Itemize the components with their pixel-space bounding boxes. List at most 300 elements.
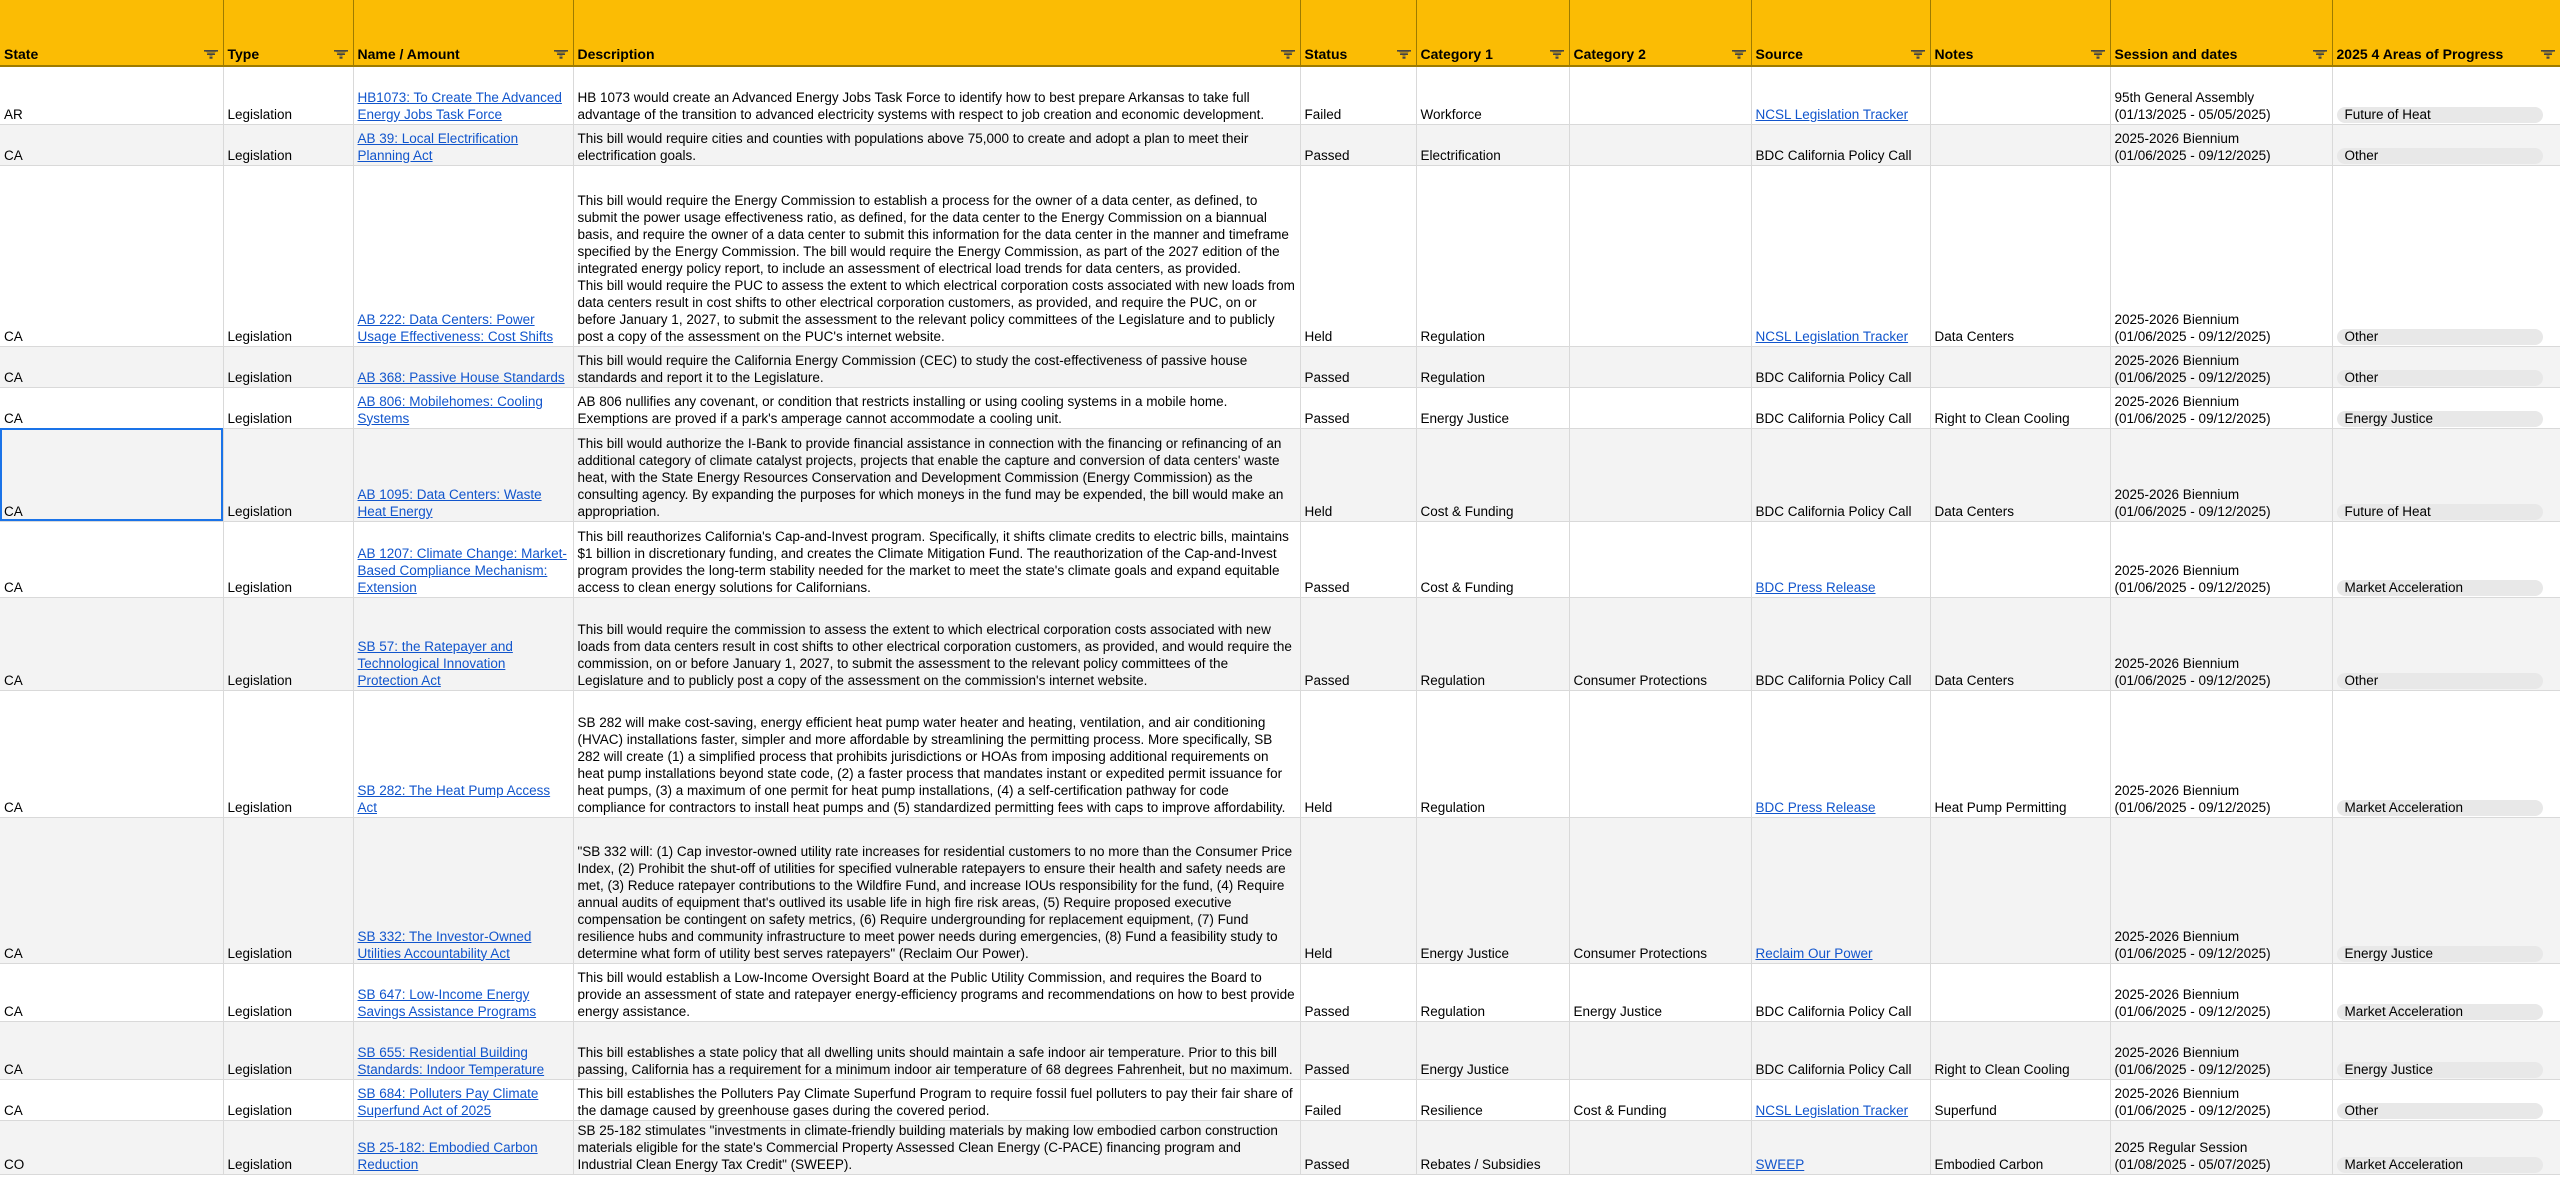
filter-icon[interactable] [1397,50,1411,59]
cell-status[interactable] [1300,963,1416,1021]
column-header-description[interactable] [573,0,1300,66]
cell-session[interactable] [2110,690,2332,817]
cell-name[interactable] [353,346,573,387]
cell-state[interactable] [0,521,223,597]
cell-session[interactable] [2110,387,2332,428]
status-text: Passed [1304,579,1350,595]
cell-cat2[interactable] [1569,346,1751,387]
cell-notes[interactable] [1930,346,2110,387]
cell-type[interactable] [223,387,353,428]
cell-description[interactable] [573,428,1300,521]
cell-status[interactable] [1300,66,1416,124]
cell-cat2[interactable] [1569,124,1751,165]
cell-session[interactable] [2110,597,2332,690]
source-text: BDC California Policy Call [1755,1061,1912,1077]
cell-notes[interactable] [1930,1079,2110,1120]
area-chip[interactable]: Other [2337,329,2543,345]
column-header-status[interactable] [1300,0,1416,66]
bill-link[interactable]: AB 39: Local Electrification Planning Act [357,130,519,163]
description-text: This bill would establish a Low-Income Oversight Board at the Public Utility Commission, and requires the Board to provide an assessment of state and ratepayer energy-efficiency programs and recommendations on how to best provide energy assistance. [577,969,1295,1019]
area-chip[interactable]: Other [2337,1103,2543,1119]
cell-area[interactable] [2332,1021,2560,1079]
area-chip[interactable]: Other [2337,148,2543,164]
cell-cat2[interactable] [1569,66,1751,124]
cell-source[interactable] [1751,963,1930,1021]
area-chip[interactable]: Energy Justice [2337,411,2543,427]
cell-type[interactable] [223,963,353,1021]
cat1-text: Resilience [1420,1102,1483,1118]
table-row [0,428,2560,521]
source-text: BDC California Policy Call [1755,503,1912,519]
cell-session[interactable] [2110,1021,2332,1079]
cell-cat1[interactable] [1416,387,1569,428]
type-text: Legislation [227,369,293,385]
cell-state[interactable] [0,66,223,124]
cell-area[interactable] [2332,817,2560,963]
column-header-state[interactable] [0,0,223,66]
cell-state[interactable] [0,346,223,387]
filter-icon[interactable] [204,50,218,59]
cell-session[interactable] [2110,346,2332,387]
cell-description[interactable] [573,346,1300,387]
cell-area[interactable] [2332,387,2560,428]
cell-cat2[interactable] [1569,963,1751,1021]
bill-link[interactable]: AB 222: Data Centers: Power Usage Effectiveness: Cost Shifts [357,311,554,344]
description-text: This bill would require the Energy Commission to establish a process for the owner of a data center, as defined, to submit the power usage effectiveness ratio, as defined, for the data center to the Energy Commission on a biannual basis, and require the owner of a data center to submit this information for the data center in the manner and timeframe specified by the Energy Commission. The bill would require the Energy Commission, as part of the 2027 edition of the integrated energy policy report, to include an assessment of electrical load trends for data centers, as provided. This bill would require the PUC to assess the extent to which electrical corporation costs associated with new loads from data centers result in cost shifts to other electrical corporation customers, as provided, and require the PUC, on or before January 1, 2027, to submit the assessment to the relevant policy committees of the Legislature and to publicly post a copy of the assessment on the PUC's internet website. [577,192,1295,344]
filter-icon[interactable] [1911,50,1925,59]
cell-cat2[interactable] [1569,597,1751,690]
cell-type[interactable] [223,124,353,165]
cat1-text: Energy Justice [1420,410,1510,426]
cell-cat1[interactable] [1416,521,1569,597]
cell-description[interactable] [573,1079,1300,1120]
filter-icon[interactable] [2091,50,2105,59]
table-row [0,66,2560,124]
bill-link[interactable]: SB 684: Polluters Pay Climate Superfund Act of 2025 [357,1085,539,1118]
cell-notes[interactable] [1930,521,2110,597]
cell-description[interactable] [573,165,1300,346]
cell-description[interactable] [573,1120,1300,1174]
type-text: Legislation [227,106,293,122]
column-header-label: 2025 4 Areas of Progress [2336,46,2504,62]
bill-link[interactable]: AB 1095: Data Centers: Waste Heat Energy [357,486,542,519]
bill-link[interactable]: SB 282: The Heat Pump Access Act [357,782,551,815]
source-link[interactable]: SWEEP [1755,1156,1805,1172]
cell-session[interactable] [2110,817,2332,963]
column-header-label: Notes [1934,46,1974,62]
cell-state[interactable] [0,597,223,690]
cell-source[interactable] [1751,66,1930,124]
cell-name[interactable] [353,817,573,963]
table-row [0,124,2560,165]
cat1-text: Energy Justice [1420,1061,1510,1077]
cell-type[interactable] [223,690,353,817]
cell-status[interactable] [1300,597,1416,690]
header-row [0,0,2560,66]
cell-source[interactable] [1751,1021,1930,1079]
status-text: Held [1304,328,1333,344]
cell-name[interactable] [353,690,573,817]
cell-name[interactable] [353,1120,573,1174]
description-text: SB 25-182 stimulates "investments in climate-friendly building materials by making low embodied carbon construction materials eligible for the state's Commercial Property Assessed Clean Energy (C-PACE) financing program and Industrial Clean Energy Tax Credit" (SWEEP). [577,1122,1278,1172]
session-text: 2025-2026 Biennium (01/06/2025 - 09/12/2025) [2114,562,2271,595]
state-text: AR [4,106,23,122]
type-text: Legislation [227,1061,293,1077]
cell-name[interactable] [353,1079,573,1120]
table-row [0,963,2560,1021]
cell-source[interactable] [1751,817,1930,963]
column-header-label: Description [577,46,655,62]
cat2-text: Consumer Protections [1573,672,1708,688]
area-chip[interactable]: Future of Heat [2337,504,2543,520]
cell-notes[interactable] [1930,597,2110,690]
cell-status[interactable] [1300,1120,1416,1174]
session-text: 2025-2026 Biennium (01/06/2025 - 09/12/2025) [2114,393,2271,426]
cell-area[interactable] [2332,963,2560,1021]
session-text: 2025-2026 Biennium (01/06/2025 - 09/12/2025) [2114,1085,2271,1118]
cell-cat2[interactable] [1569,521,1751,597]
cell-type[interactable] [223,1120,353,1174]
table-row [0,387,2560,428]
column-header-label: Source [1755,46,1803,62]
state-text: CA [4,503,23,519]
cell-cat1[interactable] [1416,346,1569,387]
cell-area[interactable] [2332,428,2560,521]
cell-source[interactable] [1751,428,1930,521]
source-link[interactable]: BDC Press Release [1755,579,1876,595]
session-text: 2025-2026 Biennium (01/06/2025 - 09/12/2025) [2114,311,2271,344]
cell-type[interactable] [223,817,353,963]
cell-cat2[interactable] [1569,428,1751,521]
source-link[interactable]: NCSL Legislation Tracker [1755,1102,1909,1118]
filter-icon[interactable] [1550,50,1564,59]
area-chip[interactable]: Market Acceleration [2337,580,2543,596]
source-text: BDC California Policy Call [1755,410,1912,426]
cell-name[interactable] [353,387,573,428]
column-header-label: Session and dates [2114,46,2238,62]
filter-icon[interactable] [2541,50,2555,59]
column-header-source[interactable] [1751,0,1930,66]
cell-cat1[interactable] [1416,124,1569,165]
notes-text: Embodied Carbon [1934,1156,2044,1172]
cell-source[interactable] [1751,690,1930,817]
cell-type[interactable] [223,165,353,346]
cell-name[interactable] [353,165,573,346]
bill-link[interactable]: HB1073: To Create The Advanced Energy Jobs Task Force [357,89,562,122]
cell-session[interactable] [2110,963,2332,1021]
cell-name[interactable] [353,66,573,124]
cell-name[interactable] [353,963,573,1021]
cell-status[interactable] [1300,690,1416,817]
cell-cat1[interactable] [1416,817,1569,963]
status-text: Held [1304,945,1333,961]
cell-status[interactable] [1300,1079,1416,1120]
cell-source[interactable] [1751,124,1930,165]
description-text: This bill would require the California Energy Commission (CEC) to study the cost-effectiveness of passive house standards and report it to the Legislature. [577,352,1248,385]
cell-notes[interactable] [1930,428,2110,521]
column-header-notes[interactable] [1930,0,2110,66]
type-text: Legislation [227,945,293,961]
bill-link[interactable]: SB 25-182: Embodied Carbon Reduction [357,1139,538,1172]
cell-session[interactable] [2110,66,2332,124]
cell-cat2[interactable] [1569,817,1751,963]
cell-description[interactable] [573,1021,1300,1079]
source-text: BDC California Policy Call [1755,147,1912,163]
cell-notes[interactable] [1930,690,2110,817]
cell-description[interactable] [573,66,1300,124]
cell-status[interactable] [1300,428,1416,521]
area-chip[interactable]: Energy Justice [2337,946,2543,962]
cell-area[interactable] [2332,1120,2560,1174]
cell-cat1[interactable] [1416,963,1569,1021]
cell-area[interactable] [2332,66,2560,124]
bill-link[interactable]: SB 647: Low-Income Energy Savings Assistance Programs [357,986,537,1019]
cat1-text: Regulation [1420,799,1486,815]
cell-notes[interactable] [1930,66,2110,124]
column-header-type[interactable] [223,0,353,66]
cell-source[interactable] [1751,1079,1930,1120]
bill-link[interactable]: AB 806: Mobilehomes: Cooling Systems [357,393,543,426]
filter-icon[interactable] [554,50,568,59]
cell-area[interactable] [2332,690,2560,817]
cat1-text: Cost & Funding [1420,579,1514,595]
source-text: BDC California Policy Call [1755,1003,1912,1019]
session-text: 2025-2026 Biennium (01/06/2025 - 09/12/2025) [2114,782,2271,815]
cat2-text: Cost & Funding [1573,1102,1667,1118]
source-link[interactable]: Reclaim Our Power [1755,945,1873,961]
column-header-session[interactable] [2110,0,2332,66]
description-text: AB 806 nullifies any covenant, or condition that restricts installing or using cooling systems in a mobile home. Exemptions are proved if a park's amperage cannot accommodate a cooling unit. [577,393,1228,426]
status-text: Passed [1304,410,1350,426]
session-text: 95th General Assembly (01/13/2025 - 05/05/2025) [2114,89,2271,122]
filter-icon[interactable] [1732,50,1746,59]
cell-name[interactable] [353,521,573,597]
cell-session[interactable] [2110,165,2332,346]
cell-source[interactable] [1751,521,1930,597]
cell-type[interactable] [223,428,353,521]
session-text: 2025-2026 Biennium (01/06/2025 - 09/12/2025) [2114,655,2271,688]
description-text: SB 282 will make cost-saving, energy efficient heat pump water heater and heating, ventilation, and air conditioning (HVAC) installations faster, simpler and more affordable by streamlining the permitting process. More specifically, SB 282 will create (1) a simplified process that prohibits jurisdictions or HOAs from imposing additional requirements on heat pump installations beyond state code, (2) a faster process that mandates instant or expedited permit issuance for heat pumps, (3) a maximum of one permit for heat pump installations, (4) a self-certification pathway for code compliance for contractors to install heat pumps and (5) standardized permitting fees with caps to improve affordability. [577,714,1286,815]
cell-type[interactable] [223,66,353,124]
area-chip[interactable]: Other [2337,370,2543,386]
cell-cat1[interactable] [1416,165,1569,346]
cell-status[interactable] [1300,387,1416,428]
cell-session[interactable] [2110,1120,2332,1174]
type-text: Legislation [227,147,293,163]
state-text: CA [4,799,23,815]
column-header-label: Name / Amount [357,46,460,62]
bill-link[interactable]: SB 332: The Investor-Owned Utilities Accountability Act [357,928,532,961]
cell-notes[interactable] [1930,165,2110,346]
cell-status[interactable] [1300,165,1416,346]
cell-session[interactable] [2110,124,2332,165]
cell-area[interactable] [2332,165,2560,346]
cell-session[interactable] [2110,428,2332,521]
source-text: BDC California Policy Call [1755,672,1912,688]
cell-state[interactable] [0,690,223,817]
cell-notes[interactable] [1930,124,2110,165]
bill-link[interactable]: SB 655: Residential Building Standards: Indoor Temperature [357,1044,545,1077]
cell-status[interactable] [1300,346,1416,387]
column-header-label: Category 1 [1420,46,1493,62]
bill-link[interactable]: AB 368: Passive House Standards [357,369,565,385]
cell-source[interactable] [1751,165,1930,346]
column-header-cat2[interactable] [1569,0,1751,66]
status-text: Passed [1304,1061,1350,1077]
type-text: Legislation [227,579,293,595]
cell-name[interactable] [353,597,573,690]
cell-status[interactable] [1300,817,1416,963]
filter-icon[interactable] [1281,50,1295,59]
cell-cat2[interactable] [1569,1120,1751,1174]
cell-cat2[interactable] [1569,690,1751,817]
cell-area[interactable] [2332,521,2560,597]
filter-icon[interactable] [2313,50,2327,59]
source-link[interactable]: NCSL Legislation Tracker [1755,328,1909,344]
column-header-cat1[interactable] [1416,0,1569,66]
bill-link[interactable]: AB 1207: Climate Change: Market-Based Compliance Mechanism: Extension [357,545,567,595]
cell-name[interactable] [353,1021,573,1079]
column-header-name[interactable] [353,0,573,66]
area-chip[interactable]: Future of Heat [2337,107,2543,123]
table-row [0,817,2560,963]
cell-state[interactable] [0,817,223,963]
type-text: Legislation [227,1003,293,1019]
bill-link[interactable]: SB 57: the Ratepayer and Technological Innovation Protection Act [357,638,513,688]
description-text: This bill would require cities and counties with populations above 75,000 to create and adopt a plan to meet their electrification goals. [577,130,1249,163]
column-header-area[interactable] [2332,0,2560,66]
cell-description[interactable] [573,521,1300,597]
status-text: Failed [1304,106,1342,122]
cell-name[interactable] [353,428,573,521]
cat1-text: Regulation [1420,1003,1486,1019]
session-text: 2025-2026 Biennium (01/06/2025 - 09/12/2025) [2114,486,2271,519]
cell-cat1[interactable] [1416,1079,1569,1120]
cell-status[interactable] [1300,1021,1416,1079]
cell-type[interactable] [223,1079,353,1120]
cell-cat1[interactable] [1416,597,1569,690]
cell-session[interactable] [2110,521,2332,597]
cell-cat1[interactable] [1416,1021,1569,1079]
cell-area[interactable] [2332,597,2560,690]
state-text: CA [4,1061,23,1077]
cell-description[interactable] [573,690,1300,817]
cat1-text: Energy Justice [1420,945,1510,961]
cat1-text: Regulation [1420,672,1486,688]
cell-notes[interactable] [1930,1120,2110,1174]
cell-area[interactable] [2332,124,2560,165]
cell-description[interactable] [573,387,1300,428]
area-chip[interactable]: Energy Justice [2337,1062,2543,1078]
cell-source[interactable] [1751,597,1930,690]
cell-cat2[interactable] [1569,1021,1751,1079]
cell-description[interactable] [573,963,1300,1021]
cell-type[interactable] [223,597,353,690]
cell-state[interactable] [0,428,223,521]
status-text: Held [1304,503,1333,519]
filter-icon[interactable] [334,50,348,59]
cell-cat1[interactable] [1416,690,1569,817]
cat1-text: Rebates / Subsidies [1420,1156,1541,1172]
cell-cat2[interactable] [1569,387,1751,428]
state-text: CA [4,1003,23,1019]
status-text: Held [1304,799,1333,815]
area-chip[interactable]: Market Acceleration [2337,1157,2543,1173]
cell-cat1[interactable] [1416,66,1569,124]
cell-cat1[interactable] [1416,428,1569,521]
cell-state[interactable] [0,1120,223,1174]
cat1-text: Cost & Funding [1420,503,1514,519]
state-text: CA [4,945,23,961]
table-row [0,521,2560,597]
area-chip[interactable]: Market Acceleration [2337,800,2543,816]
cell-state[interactable] [0,124,223,165]
source-link[interactable]: NCSL Legislation Tracker [1755,106,1909,122]
type-text: Legislation [227,410,293,426]
cell-state[interactable] [0,387,223,428]
state-text: CA [4,579,23,595]
cell-state[interactable] [0,1021,223,1079]
description-text: This bill establishes a state policy that all dwelling units should maintain a safe indoor air temperature. Prior to this bill passing, California has a requirement for a minimum indoor air temperature of 68 degrees Fahrenheit, but no maximum. [577,1044,1293,1077]
area-chip[interactable]: Other [2337,673,2543,689]
cell-state[interactable] [0,1079,223,1120]
type-text: Legislation [227,1102,293,1118]
type-text: Legislation [227,672,293,688]
cell-notes[interactable] [1930,387,2110,428]
cell-type[interactable] [223,1021,353,1079]
cell-session[interactable] [2110,1079,2332,1120]
cell-area[interactable] [2332,346,2560,387]
area-chip[interactable]: Market Acceleration [2337,1004,2543,1020]
cell-cat1[interactable] [1416,1120,1569,1174]
notes-text: Data Centers [1934,672,2015,688]
cell-notes[interactable] [1930,963,2110,1021]
cat2-text: Consumer Protections [1573,945,1708,961]
cell-source[interactable] [1751,1120,1930,1174]
cell-area[interactable] [2332,1079,2560,1120]
grid-body [0,66,2560,1174]
session-text: 2025-2026 Biennium (01/06/2025 - 09/12/2025) [2114,1044,2271,1077]
cell-name[interactable] [353,124,573,165]
cell-description[interactable] [573,597,1300,690]
cell-cat2[interactable] [1569,1079,1751,1120]
status-text: Passed [1304,369,1350,385]
cat1-text: Regulation [1420,328,1486,344]
cell-notes[interactable] [1930,1021,2110,1079]
status-text: Passed [1304,672,1350,688]
state-text: CA [4,672,23,688]
cell-source[interactable] [1751,346,1930,387]
cell-status[interactable] [1300,124,1416,165]
description-text: This bill would authorize the I-Bank to provide financial assistance in connection with the financing or refinancing of an additional category of climate catalyst projects, projects that enable the capture and conversion of data centers' waste heat, with the State Energy Resources Conservation and Development Commission (Energy Commission) as the consulting agency. By expanding the purposes for which moneys in the fund may be expended, the bill would make an appropriation. [577,435,1284,519]
cell-description[interactable] [573,124,1300,165]
cell-type[interactable] [223,521,353,597]
cell-notes[interactable] [1930,817,2110,963]
cell-state[interactable] [0,165,223,346]
cell-type[interactable] [223,346,353,387]
description-text: "SB 332 will: (1) Cap investor-owned utility rate increases for residential customers to no more than the Consumer Price Index, (2) Prohibit the shut-off of utilities for specified vulnerable ratepayers to ensure their health and safety needs are met, (3) Reduce ratepayer contributions to the Wildfire Fund, and increase IOUs responsibility for the fund, (4) Require annual audits of equipment that's outlived its usable life in high fire risk areas, (5) Require proposed executive compensation be contingent on safety metrics, (6) Require undergrounding for replacement equipment, (7) Fund resilience hubs and community infrastructure to meet power needs during emergencies, (8) Fund a feasibility study to determine what form of utility best serves ratepayers" (Reclaim Our Power). [577,843,1293,961]
cat2-text: Energy Justice [1573,1003,1663,1019]
description-text: This bill would require the commission to assess the extent to which electrical corporation costs associated with new loads from data centers result in cost shifts to other electrical corporation customers, as provided, and would require the commission, on or before January 1, 2027, to submit the assessment to the relevant policy committees of the Legislature and to publicly post a copy of the assessment on the commission's internet website. [577,621,1292,688]
cell-source[interactable] [1751,387,1930,428]
column-header-label: Type [227,46,260,62]
source-link[interactable]: BDC Press Release [1755,799,1876,815]
cell-state[interactable] [0,963,223,1021]
cell-status[interactable] [1300,521,1416,597]
cat1-text: Regulation [1420,369,1486,385]
cell-description[interactable] [573,817,1300,963]
cell-cat2[interactable] [1569,165,1751,346]
